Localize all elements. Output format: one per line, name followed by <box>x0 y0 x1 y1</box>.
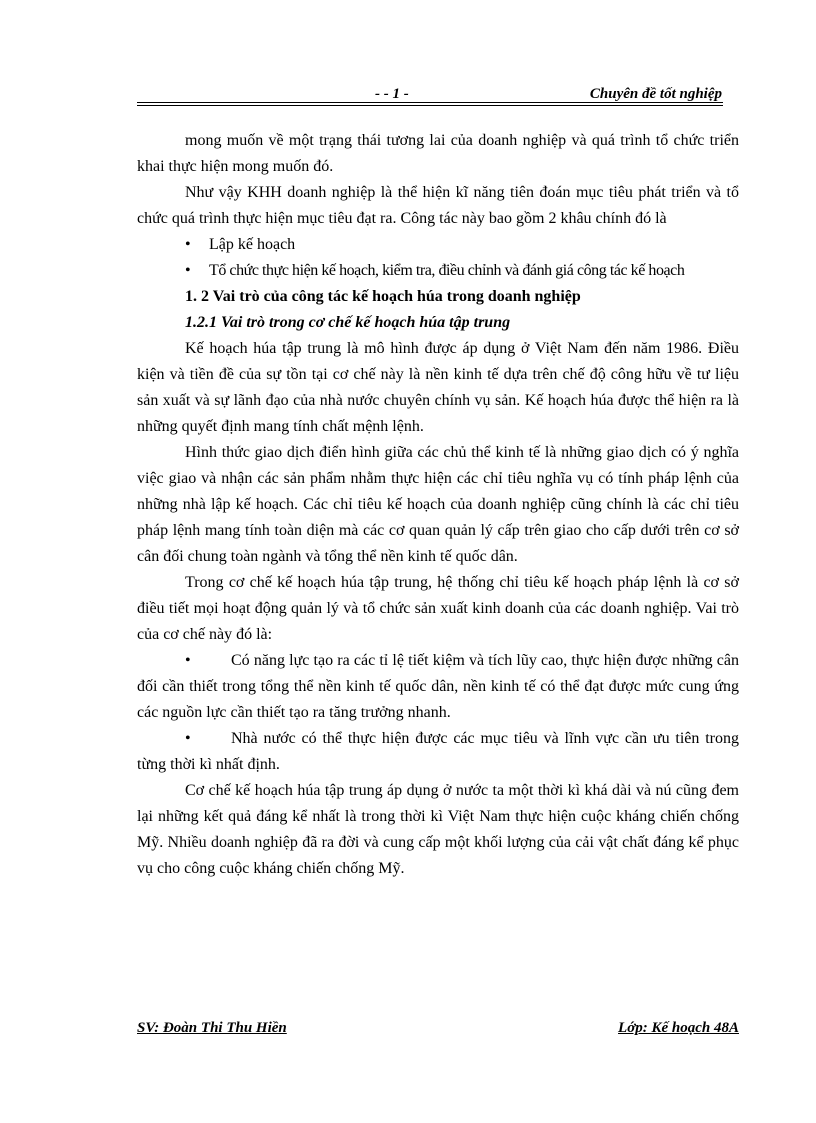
paragraph: Hình thức giao dịch điển hình giữa các chủ thể kinh tế là những giao dịch có ý nghĩa việc giao và nhận các sản phẩm nhằm thực hiện các chỉ tiêu nghĩa vụ có tính pháp lệnh của những nhà lập kế hoạch. Các chỉ tiêu kế hoạch của doanh nghiệp cũng chính là các chỉ tiêu pháp lệnh mang tính toàn diện mà các cơ quan quản lý cấp trên giao cho cấp dưới trên cơ sở cân đối chung toàn ngành và tổng thể nền kinh tế quốc dân. <box>137 444 739 565</box>
paragraph: Trong cơ chế kế hoạch húa tập trung, hệ thống chỉ tiêu kế hoạch pháp lệnh là cơ sở điều tiết mọi hoạt động quản lý và tổ chức sản xuất kinh doanh của các doanh nghiệp. Vai trò của cơ chế này đó là: <box>137 574 739 643</box>
paragraph: mong muốn về một trạng thái tương lai của doanh nghiệp và quá trình tổ chức triển khai thực hiện mong muốn đó. <box>137 132 739 175</box>
bullet-text: Nhà nước có thể thực hiện được các mục tiêu và lĩnh vực cần ưu tiên trong từng thời kì nhất định. <box>137 730 739 773</box>
page-number: - - 1 - <box>375 86 409 102</box>
header-rule <box>137 102 723 103</box>
paragraph: Như vậy KHH doanh nghiệp là thể hiện kĩ năng tiên đoán mục tiêu phát triển và tổ chức quá trình thực hiện mục tiêu đạt ra. Công tác này bao gồm 2 khâu chính đó là <box>137 184 739 227</box>
student-name: SV: Đoàn Thi Thu Hiền <box>137 1020 287 1036</box>
bullet-icon: • <box>185 730 191 747</box>
bullet-item <box>137 232 739 258</box>
page-header <box>137 84 723 104</box>
section-heading: 1. 2 Vai trò của công tác kế hoạch húa trong doanh nghiệp <box>185 288 581 305</box>
bullet-item <box>137 258 739 284</box>
bullet-item <box>137 648 739 726</box>
subsection-heading: 1.2.1 Vai trò trong cơ chế kế hoạch húa tập trung <box>185 314 511 331</box>
bullet-text: Có năng lực tạo ra các tỉ lệ tiết kiệm và tích lũy cao, thực hiện được những cân đối cần thiết trong tổng thể nền kinh tế quốc dân, nền kinh tế có thể đạt được mức cung ứng các nguồn lực cần thiết tạo ra tăng trưởng nhanh. <box>137 652 739 721</box>
bullet-icon: • <box>185 652 191 669</box>
header-rule-double <box>137 105 723 106</box>
document-body <box>137 128 739 882</box>
bullet-icon: • <box>185 262 191 279</box>
class-name: Lớp: Kế hoạch 48A <box>618 1020 739 1036</box>
document-title: Chuyên đề tốt nghiệp <box>589 86 722 102</box>
bullet-icon: • <box>185 236 191 253</box>
paragraph: Kế hoạch húa tập trung là mô hình được áp dụng ở Việt Nam đến năm 1986. Điều kiện và tiền đề của sự tồn tại cơ chế này là nền kinh tế dựa trên chế độ công hữu về tư liệu sản xuất và sự lãnh đạo của nhà nước chuyên chính vụ sản. Kế hoạch húa được thể hiện ra là những quyết định mang tính chất mệnh lệnh. <box>137 340 739 435</box>
bullet-item <box>137 726 739 778</box>
bullet-text: Tổ chức thực hiện kế hoạch, kiểm tra, điều chỉnh và đánh giá công tác kế hoạch <box>209 262 685 279</box>
paragraph: Cơ chế kế hoạch húa tập trung áp dụng ở nước ta một thời kì khá dài và nú cũng đem lại những kết quả đáng kể nhất là trong thời kì Việt Nam thực hiện cuộc kháng chiến chống Mỹ. Nhiều doanh nghiệp đã ra đời và cung cấp một khối lượng của cải vật chất đáng kể phục vụ cho công cuộc kháng chiến chống Mỹ. <box>137 782 739 877</box>
bullet-text: Lập kế hoạch <box>209 236 296 253</box>
